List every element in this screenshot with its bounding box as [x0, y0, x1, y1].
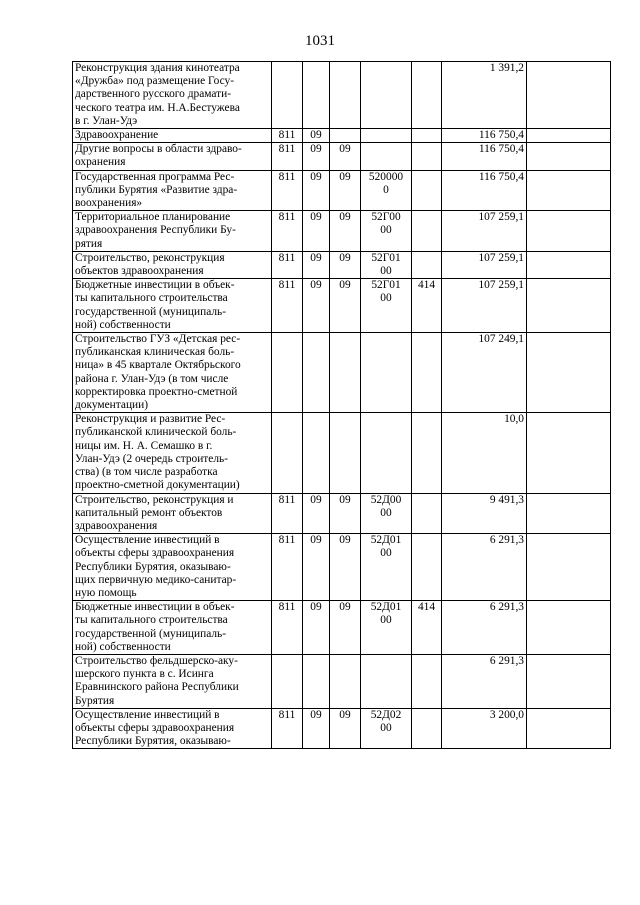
- table-row: [73, 170, 611, 211]
- grbs-code-cell: 811: [272, 129, 303, 143]
- subsection-code-cell: [330, 129, 361, 143]
- target-article-code-cell: [361, 129, 412, 143]
- table-row: [73, 601, 611, 655]
- section-code-cell: 09: [303, 170, 330, 211]
- target-article-code-cell: [361, 413, 412, 493]
- amount-cell: 107 259,1: [442, 211, 527, 252]
- subsection-code-cell: 09: [330, 534, 361, 601]
- table-row: [73, 708, 611, 749]
- section-code-cell: 09: [303, 708, 330, 749]
- target-article-code-cell: [361, 143, 412, 170]
- expense-type-code-cell: [412, 654, 442, 708]
- grbs-code-cell: 811: [272, 534, 303, 601]
- subsection-code-cell: 09: [330, 708, 361, 749]
- item-name-cell: Бюджетные инвестиции в объек- ты капитального строительства государственной (муниципаль- ной) собственности: [73, 279, 272, 333]
- amount-cell: 6 291,3: [442, 601, 527, 655]
- table-row: [73, 211, 611, 252]
- grbs-code-cell: 811: [272, 279, 303, 333]
- item-name-cell: Строительство ГУЗ «Детская рес- публиканская клиническая боль- ница» в 45 квартале Октябрьского района г. Улан-Удэ (в том числе корректировка проектно-сметной документации): [73, 333, 272, 413]
- table-row: [73, 654, 611, 708]
- section-code-cell: 09: [303, 251, 330, 278]
- target-article-code-cell: 52Д01 00: [361, 534, 412, 601]
- amount-cell: 107 249,1: [442, 333, 527, 413]
- grbs-code-cell: [272, 62, 303, 129]
- table-row: [73, 333, 611, 413]
- table-row: [73, 143, 611, 170]
- table-row: [73, 493, 611, 534]
- target-article-code-cell: [361, 654, 412, 708]
- section-code-cell: 09: [303, 211, 330, 252]
- empty-cell: [527, 601, 611, 655]
- target-article-code-cell: [361, 333, 412, 413]
- expense-type-code-cell: [412, 333, 442, 413]
- expense-type-code-cell: [412, 534, 442, 601]
- subsection-code-cell: 09: [330, 170, 361, 211]
- grbs-code-cell: 811: [272, 251, 303, 278]
- target-article-code-cell: 52Г01 00: [361, 251, 412, 278]
- table-row: [73, 534, 611, 601]
- target-article-code-cell: 52Г00 00: [361, 211, 412, 252]
- amount-cell: 116 750,4: [442, 143, 527, 170]
- grbs-code-cell: 811: [272, 493, 303, 534]
- empty-cell: [527, 333, 611, 413]
- expense-type-code-cell: [412, 493, 442, 534]
- empty-cell: [527, 654, 611, 708]
- item-name-cell: Осуществление инвестиций в объекты сферы здравоохранения Республики Бурятия, оказываю- щих первичную медико-санитар- ную помощь: [73, 534, 272, 601]
- target-article-code-cell: 52Д02 00: [361, 708, 412, 749]
- subsection-code-cell: 09: [330, 493, 361, 534]
- target-article-code-cell: 52Д01 00: [361, 601, 412, 655]
- amount-cell: 3 200,0: [442, 708, 527, 749]
- amount-cell: 1 391,2: [442, 62, 527, 129]
- expense-type-code-cell: [412, 413, 442, 493]
- empty-cell: [527, 62, 611, 129]
- table-row: [73, 129, 611, 143]
- expense-type-code-cell: [412, 708, 442, 749]
- section-code-cell: 09: [303, 279, 330, 333]
- amount-cell: 116 750,4: [442, 129, 527, 143]
- expense-type-code-cell: [412, 170, 442, 211]
- amount-cell: 116 750,4: [442, 170, 527, 211]
- section-code-cell: [303, 62, 330, 129]
- grbs-code-cell: [272, 654, 303, 708]
- expense-type-code-cell: [412, 62, 442, 129]
- section-code-cell: 09: [303, 129, 330, 143]
- item-name-cell: Другие вопросы в области здраво- охранения: [73, 143, 272, 170]
- expense-type-code-cell: [412, 211, 442, 252]
- item-name-cell: Бюджетные инвестиции в объек- ты капитального строительства государственной (муниципаль- ной) собственности: [73, 601, 272, 655]
- subsection-code-cell: [330, 413, 361, 493]
- empty-cell: [527, 708, 611, 749]
- item-name-cell: Строительство, реконструкция и капитальный ремонт объектов здравоохранения: [73, 493, 272, 534]
- subsection-code-cell: 09: [330, 211, 361, 252]
- target-article-code-cell: 52Г01 00: [361, 279, 412, 333]
- table-row: [73, 251, 611, 278]
- section-code-cell: [303, 654, 330, 708]
- empty-cell: [527, 279, 611, 333]
- section-code-cell: 09: [303, 493, 330, 534]
- section-code-cell: [303, 413, 330, 493]
- subsection-code-cell: [330, 333, 361, 413]
- subsection-code-cell: 09: [330, 143, 361, 170]
- empty-cell: [527, 170, 611, 211]
- empty-cell: [527, 211, 611, 252]
- grbs-code-cell: [272, 333, 303, 413]
- item-name-cell: Строительство фельдшерско-аку- шерского пункта в с. Исинга Еравнинского района Республики Бурятия: [73, 654, 272, 708]
- empty-cell: [527, 413, 611, 493]
- empty-cell: [527, 251, 611, 278]
- subsection-code-cell: 09: [330, 601, 361, 655]
- subsection-code-cell: 09: [330, 251, 361, 278]
- grbs-code-cell: 811: [272, 211, 303, 252]
- empty-cell: [527, 534, 611, 601]
- item-name-cell: Реконструкция и развитие Рес- публиканской клинической боль- ницы им. Н. А. Семашко в г. Улан-Удэ (2 очередь строитель- ства) (в том числе разработка проектно-сметной документации): [73, 413, 272, 493]
- expense-type-code-cell: [412, 143, 442, 170]
- grbs-code-cell: 811: [272, 170, 303, 211]
- subsection-code-cell: 09: [330, 279, 361, 333]
- grbs-code-cell: 811: [272, 601, 303, 655]
- section-code-cell: [303, 333, 330, 413]
- section-code-cell: 09: [303, 143, 330, 170]
- grbs-code-cell: [272, 413, 303, 493]
- table-row: [73, 62, 611, 129]
- target-article-code-cell: [361, 62, 412, 129]
- empty-cell: [527, 493, 611, 534]
- section-code-cell: 09: [303, 534, 330, 601]
- amount-cell: 9 491,3: [442, 493, 527, 534]
- expense-type-code-cell: [412, 129, 442, 143]
- table-row: [73, 279, 611, 333]
- amount-cell: 6 291,3: [442, 654, 527, 708]
- item-name-cell: Строительство, реконструкция объектов здравоохранения: [73, 251, 272, 278]
- expense-type-code-cell: 414: [412, 279, 442, 333]
- budget-table-body: [73, 62, 611, 749]
- empty-cell: [527, 143, 611, 170]
- item-name-cell: Здравоохранение: [73, 129, 272, 143]
- amount-cell: 10,0: [442, 413, 527, 493]
- amount-cell: 6 291,3: [442, 534, 527, 601]
- budget-table: [72, 61, 611, 749]
- item-name-cell: Реконструкция здания кинотеатра «Дружба» под размещение Госу- дарственного русского драмати- ческого театра им. Н.А.Бестужева в г. Улан-Удэ: [73, 62, 272, 129]
- target-article-code-cell: 520000 0: [361, 170, 412, 211]
- amount-cell: 107 259,1: [442, 251, 527, 278]
- expense-type-code-cell: [412, 251, 442, 278]
- empty-cell: [527, 129, 611, 143]
- table-row: [73, 413, 611, 493]
- grbs-code-cell: 811: [272, 143, 303, 170]
- grbs-code-cell: 811: [272, 708, 303, 749]
- item-name-cell: Государственная программа Рес- публики Бурятия «Развитие здра- воохранения»: [73, 170, 272, 211]
- amount-cell: 107 259,1: [442, 279, 527, 333]
- subsection-code-cell: [330, 654, 361, 708]
- item-name-cell: Территориальное планирование здравоохранения Республики Бу- рятия: [73, 211, 272, 252]
- expense-type-code-cell: 414: [412, 601, 442, 655]
- section-code-cell: 09: [303, 601, 330, 655]
- subsection-code-cell: [330, 62, 361, 129]
- item-name-cell: Осуществление инвестиций в объекты сферы здравоохранения Республики Бурятия, оказываю-: [73, 708, 272, 749]
- page-number: 1031: [305, 33, 335, 49]
- target-article-code-cell: 52Д00 00: [361, 493, 412, 534]
